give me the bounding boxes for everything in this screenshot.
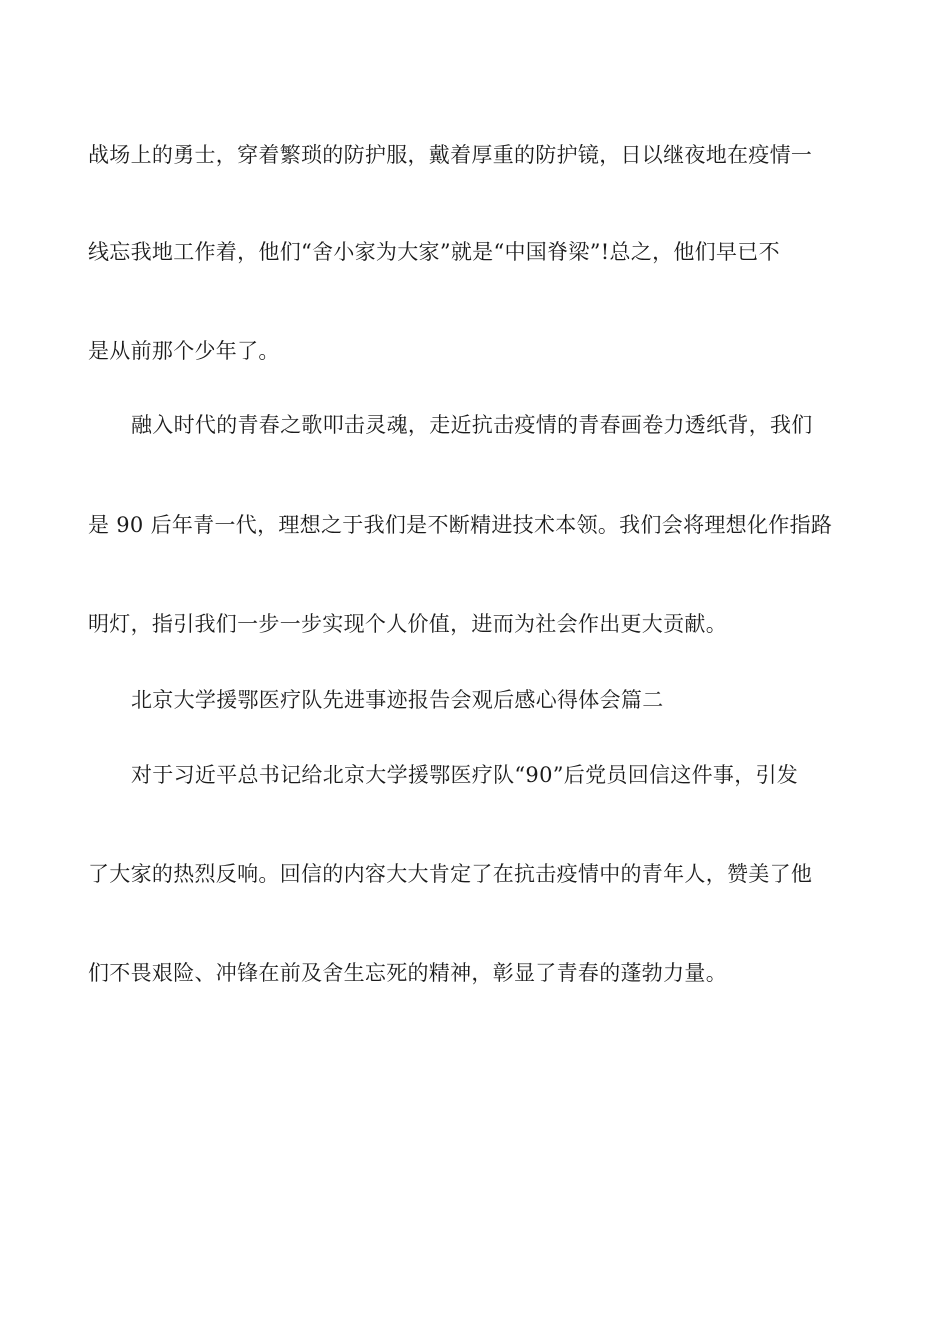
paragraph-3-line-3: 们不畏艰险、冲锋在前及舍生忘死的精神，彰显了青春的蓬勃力量。 xyxy=(88,961,727,985)
section-heading: 北京大学援鄂医疗队先进事迹报告会观后感心得体会篇二 xyxy=(131,688,664,712)
paragraph-3-line-1: 对于习近平总书记给北京大学援鄂医疗队“90”后党员回信这件事，引发 xyxy=(131,763,799,787)
paragraph-1-line-2: 线忘我地工作着，他们“舍小家为大家”就是“中国脊梁”!总之，他们早已不 xyxy=(88,240,780,264)
paragraph-1-line-1: 战场上的勇士，穿着繁琐的防护服，戴着厚重的防护镜，日以继夜地在疫情一 xyxy=(88,143,813,167)
paragraph-2-line-2: 是 90 后年青一代，理想之于我们是不断精进技术本领。我们会将理想化作指路 xyxy=(88,513,833,537)
paragraph-3-line-2: 了大家的热烈反响。回信的内容大大肯定了在抗击疫情中的青年人，赞美了他 xyxy=(88,862,813,886)
paragraph-2-line-1: 融入时代的青春之歌叩击灵魂，走近抗击疫情的青春画卷力透纸背，我们 xyxy=(131,413,813,437)
paragraph-2-line-3: 明灯，指引我们一步一步实现个人价值，进而为社会作出更大贡献。 xyxy=(88,612,727,636)
paragraph-1-line-3: 是从前那个少年了。 xyxy=(88,339,280,363)
